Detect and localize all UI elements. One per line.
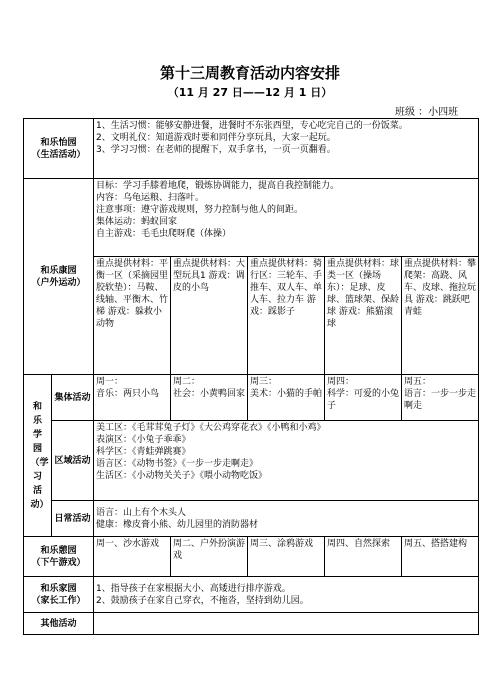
play-monday: 周一、沙水游戏 [94, 537, 171, 577]
study-area-row [24, 421, 479, 501]
schedule-table [23, 118, 479, 635]
play-row [24, 537, 479, 577]
group-wednesday: 周三： 美术：小猫的手帕 [248, 375, 325, 421]
study-label: 和乐学园（学习活动） [24, 375, 52, 537]
family-label: 和乐家园 （家长工作） [24, 577, 94, 613]
play-thursday: 周四、自然探索 [325, 537, 402, 577]
class-label: 班级 ：小四班 [395, 107, 459, 118]
outdoor-goals: 目标：学习手膝着地爬，锻炼协调能力，提高自我控制能力。 内容：乌龟运粮、扫落叶。 注意事项：遵守游戏规则，努力控制与他人的间距。 集体运动：蚂蚁回家 自主游戏：毛毛虫爬呀爬（体操） [94, 179, 479, 257]
life-row [24, 119, 479, 179]
group-thursday: 周四： 科学：可爱的小兔子 [325, 375, 402, 421]
play-label: 和乐憩园 （下午游戏） [24, 537, 94, 577]
outdoor-label: 和乐康园 （户外运动） [24, 179, 94, 375]
other-content [94, 613, 479, 635]
life-content: 1、生活习惯：能够安静进餐，进餐时不东张西望，专心吃完自己的一份饭菜。 2、文明礼仪：知道游戏时要和同伴分享玩具，大家一起玩。 3、学习习惯：在老师的提醒下，双手拿书，一页一页翻看。 [94, 119, 479, 179]
study-daily-row [24, 501, 479, 537]
group-tuesday: 周二： 社会：小黄鸭回家 [171, 375, 248, 421]
outdoor-monday: 重点提供材料：平衡一区（采摘园里胶软垫）：马鞍、线轴、平衡木、竹梯 游戏：躲救小动物 [94, 257, 171, 375]
play-friday: 周五、搭搭建构 [402, 537, 479, 577]
study-group-row [24, 375, 479, 421]
play-wednesday: 周三、涂鸦游戏 [248, 537, 325, 577]
play-tuesday: 周二、户外扮演游戏 [171, 537, 248, 577]
area-activity-label: 区域活动 [52, 421, 94, 501]
outdoor-wednesday: 重点提供材料：骑行区：三轮车、手推车、双人车、单人车、拉力车 游戏：踩影子 [248, 257, 325, 375]
outdoor-tuesday: 重点提供材料：大型玩具1 游戏：调皮的小鸟 [171, 257, 248, 375]
group-friday: 周五： 语言：一步一步走啊走 [402, 375, 479, 421]
daily-content: 语言：山上有个木头人 健康：橡皮膏小熊、幼儿园里的消防器材 [94, 501, 479, 537]
group-activity-label: 集体活动 [52, 375, 94, 421]
page-title: 第十三周教育活动内容安排 [159, 64, 340, 82]
outdoor-row [24, 179, 479, 257]
family-row [24, 577, 479, 613]
outdoor-thursday: 重点提供材料：球类一区（操场东）：足球、皮球、篮球架、保龄球 游戏：熊猫滚球 [325, 257, 402, 375]
family-content: 1、指导孩子在家根据大小、高矮进行排序游戏。 2、鼓励孩子在家自己穿衣，不拖沓，坚持到幼儿园。 [94, 577, 479, 613]
life-label: 和乐怡园 （生活活动） [24, 119, 94, 179]
area-content: 美工区：《毛茸茸兔子灯》《大公鸡穿花衣》《小鸭和小鸡》 表演区：《小兔子乖乖》 科学区：《青蛙弹跳赛》 语言区：《动物书签》《一步一步走啊走》 生活区：《小动物关关子》《喂小动物吃饭》 [94, 421, 479, 501]
other-row [24, 613, 479, 635]
other-label: 其他活动 [24, 613, 94, 635]
daily-activity-label: 日常活动 [52, 501, 94, 537]
outdoor-friday: 重点提供材料：攀爬架：高跷、风车、皮球、拖拉玩具 游戏：跳跃吧青蛙 [402, 257, 479, 375]
date-range: （11 月 27 日——12 月 1 日） [167, 86, 333, 99]
group-monday: 周一： 音乐：两只小鸟 [94, 375, 171, 421]
